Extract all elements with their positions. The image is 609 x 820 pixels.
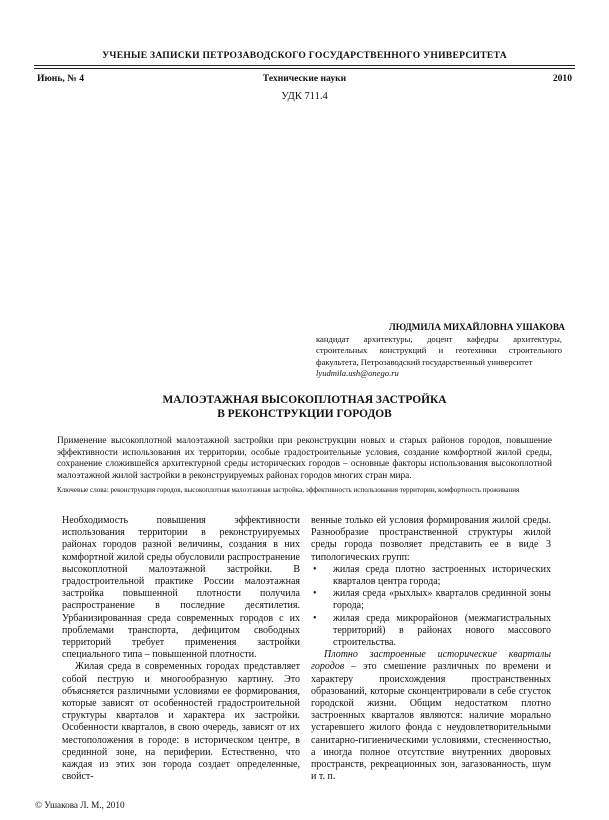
italic-term: Плотно застроенные исторические кварталы городов — [311, 649, 551, 673]
paragraph — [311, 649, 551, 783]
year-label: 2010 — [552, 73, 572, 84]
list-item — [311, 588, 551, 612]
keywords: Ключевые слова: реконструкция городов, высокоплотная малоэтажная застройка, эффективность использования территории, комфортность проживания — [57, 486, 520, 494]
section-label: Технические науки — [262, 73, 347, 84]
body-column-left — [62, 515, 300, 783]
author-name: ЛЮДМИЛА МИХАЙЛОВНА УШАКОВА — [388, 322, 565, 332]
issue-label: Июнь, № 4 — [37, 73, 85, 84]
abstract: Применение высокоплотной малоэтажной застройки при реконструкции новых и старых районов городов, повышение эффективности использования их территории, особые градостроительные условия, создание комфортной жилой среды, сохранение сложившейся архитектурной среды исторических городов – основные факторы использования высокоплотной малоэтажной жилой застройки в реконструируемых районах городов многих стран мира. — [57, 436, 552, 481]
paragraph: Необходимость повышения эффективности использования территории в реконструируемых районах городов разной величины, создания в них комфортной жилой среды обусловили распространение высокоплотной малоэтажной застройки. В градостроительной практике России малоэтажная застройка повышенной плотности получила распространение в последние десятилетия. Урбанизированная среда современных городов с их проблемами транспорта, дефицитом свободных территорий требует применения застройки специального типа – повышенной плотности. — [62, 515, 300, 661]
paragraph: Жилая среда в современных городах представляет собой пеструю и многообразную картину. Это объясняется различными условиями ее формирования, которые зависят от особенностей градостроительной структуры кварталов и характера их застройки. Особенности кварталов, в свою очередь, зависят от их местоположения в городе: в историческом центре, в срединной зоне, на периферии. Естественно, что каждая из этих зон города создает определенные, свойст- — [62, 661, 300, 783]
title-line-2: В РЕКОНСТРУКЦИИ ГОРОДОВ — [217, 408, 392, 420]
header-rule-top — [34, 65, 575, 66]
bullet-icon: • — [313, 563, 317, 575]
bullet-icon: • — [313, 588, 317, 600]
list-item-text: жилая среда «рыхлых» кварталов срединной зоны города; — [333, 588, 551, 612]
body-column-right — [311, 515, 551, 783]
title-line-1: МАЛОЭТАЖНАЯ ВЫСОКОПЛОТНАЯ ЗАСТРОЙКА — [162, 394, 447, 406]
list-item-text: жилая среда плотно застроенных исторических кварталов центра города; — [333, 563, 551, 588]
bullet-icon: • — [313, 612, 317, 624]
journal-title: УЧЕНЫЕ ЗАПИСКИ ПЕТРОЗАВОДСКОГО ГОСУДАРСТВЕННОГО УНИВЕРСИТЕТА — [102, 50, 507, 61]
list-item-text: жилая среда микрорайонов (межмагистральных территорий) в районах нового массового строительства. — [333, 612, 551, 649]
paragraph: венные только ей условия формирования жилой среды. Разнообразие пространственной структуры жилой среды города позволяет представить ее в виде 3 типологических групп: — [311, 515, 551, 563]
paragraph-text: – это смешение различных по времени и характеру происхождения пространственных образований, которые сконцентрировали в себе сгусток городской жизни. Общим недостатком плотно застроенных кварталов являются: наличие морально устаревшего жилого фонда с неудовлетворительными санитарно-гигиеническими условиями, стесненностью, а иногда полное отсутствие внутренних дворовых пространств, рекреационных зон, загазованность, шум и т. п. — [311, 661, 551, 783]
copyright: © Ушакова Л. М., 2010 — [35, 800, 125, 810]
header-rule-bottom — [34, 68, 575, 69]
article-title — [0, 393, 609, 421]
bullet-list — [311, 564, 551, 649]
list-item — [311, 613, 551, 650]
author-affiliation — [316, 334, 562, 380]
author-email[interactable]: lyudmila.ush@onego.ru — [316, 368, 399, 379]
udk-code: УДК 711.4 — [281, 91, 328, 102]
list-item — [311, 564, 551, 588]
affiliation-text: кандидат архитектуры, доцент кафедры архитектуры, строительных конструкций и геотехники строительного факультета, Петрозаводский государственный университет — [316, 334, 562, 367]
